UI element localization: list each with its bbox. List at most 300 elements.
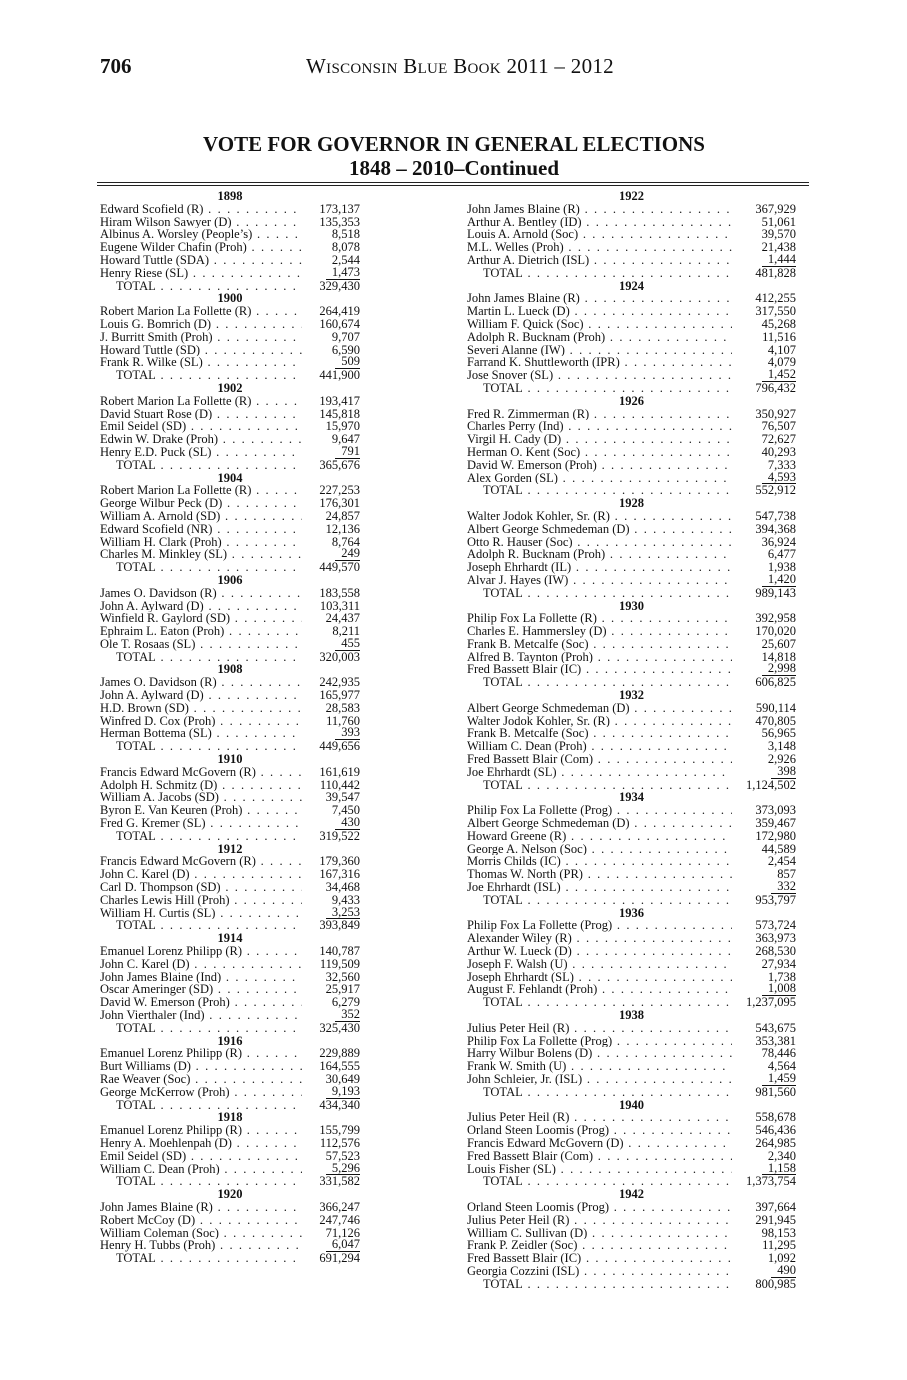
candidate-votes-value: 5,296	[326, 1162, 360, 1176]
candidate-row	[100, 958, 360, 971]
total-label: TOTAL . . .	[467, 1278, 732, 1291]
total-label: TOTAL . . .	[467, 382, 732, 395]
candidate-votes	[302, 637, 360, 651]
election-year-heading: 1916	[217, 1033, 243, 1048]
candidate-row	[467, 548, 796, 561]
candidate-name: Frank W. Smith (U) . . .	[467, 1060, 732, 1073]
candidate-votes	[732, 1162, 796, 1176]
candidate-row	[100, 868, 360, 881]
candidate-name: Adolph R. Bucknam (Proh) . . .	[467, 331, 732, 344]
candidate-votes-value: 39,570	[761, 227, 796, 242]
total-row	[100, 459, 360, 472]
candidate-votes-value: 12,136	[325, 521, 360, 536]
candidate-row	[100, 612, 360, 625]
candidate-name: Emanuel Lorenz Philipp (R) . . .	[100, 1047, 302, 1060]
candidate-row	[467, 318, 796, 331]
candidate-votes-value: 291,945	[755, 1212, 796, 1227]
candidate-votes-value: 543,675	[755, 1020, 796, 1035]
candidate-row	[100, 791, 360, 804]
candidate-name: Winfred D. Cox (Proh) . . .	[100, 715, 302, 728]
candidate-name: Albert George Schmedeman (D) . . .	[467, 702, 732, 715]
total-votes: 319,522	[319, 828, 360, 843]
candidate-row	[467, 945, 796, 958]
total-label: TOTAL . . .	[467, 587, 732, 600]
candidate-votes-value: 547,738	[755, 508, 796, 523]
total-votes: 1,124,502	[746, 777, 796, 792]
candidate-row	[467, 433, 796, 446]
candidate-votes	[732, 573, 796, 587]
candidate-votes-value: 45,268	[761, 316, 796, 331]
candidate-row	[467, 1111, 796, 1124]
candidate-votes-value: 2,926	[767, 752, 796, 767]
candidate-votes-value: 394,368	[755, 521, 796, 536]
total-votes: 1,237,095	[746, 995, 796, 1010]
candidate-name: Thomas W. North (PR) . . .	[467, 868, 732, 881]
total-row	[100, 1022, 360, 1035]
total-row	[467, 267, 796, 280]
election-year-heading: 1924	[619, 278, 644, 293]
candidate-votes	[732, 253, 796, 267]
candidate-name: William H. Clark (Proh) . . .	[100, 536, 302, 549]
total-label: TOTAL . . .	[467, 996, 732, 1009]
candidate-votes-value: 352	[335, 1008, 360, 1022]
total-votes: 606,825	[755, 675, 796, 690]
candidate-row	[100, 689, 360, 702]
candidate-votes-value: 2,998	[762, 662, 796, 676]
candidate-name: David W. Emerson (Proh) . . .	[100, 996, 302, 1009]
candidate-name: Robert Marion La Follette (R) . . .	[100, 305, 302, 318]
total-label: TOTAL . . .	[100, 1099, 302, 1112]
candidate-name: Louis G. Bomrich (D) . . .	[100, 318, 302, 331]
candidate-votes-value: 268,530	[755, 944, 796, 959]
candidate-votes-value: 546,436	[755, 1123, 796, 1138]
candidate-votes-value: 172,980	[755, 828, 796, 843]
candidate-name: Walter Jodok Kohler, Sr. (R) . . .	[467, 715, 732, 728]
candidate-votes-value: 392,958	[755, 611, 796, 626]
page-number: 706	[100, 54, 132, 78]
candidate-name: Frank R. Wilke (SL) . . .	[100, 356, 302, 369]
candidate-votes-value: 1,738	[767, 969, 796, 984]
candidate-votes-value: 11,295	[762, 1238, 796, 1253]
candidate-votes-value: 398	[771, 765, 796, 779]
candidate-name: Georgia Cozzini (ISL) . . .	[467, 1265, 732, 1278]
candidate-votes-value: 353,381	[755, 1033, 796, 1048]
candidate-name: Howard Greene (R) . . .	[467, 830, 732, 843]
candidate-name: Howard Tuttle (SD) . . .	[100, 344, 302, 357]
total-votes: 365,676	[319, 457, 360, 472]
candidate-name: Herman Bottema (SL) . . .	[100, 727, 302, 740]
candidate-name: John James Blaine (Ind) . . .	[100, 971, 302, 984]
candidate-votes-value: 119,509	[319, 956, 360, 971]
candidate-votes-value: 8,078	[331, 240, 360, 255]
total-label: TOTAL . . .	[100, 651, 302, 664]
candidate-votes-value: 110,442	[319, 777, 360, 792]
candidate-votes-value: 183,558	[319, 585, 360, 600]
candidate-row	[467, 932, 796, 945]
candidate-row	[100, 443, 360, 459]
table-title-line-2: 1848 – 2010–Continued	[348, 156, 560, 180]
candidate-row	[467, 1035, 796, 1048]
candidate-votes-value: 155,799	[319, 1123, 360, 1138]
candidate-votes-value: 242,935	[319, 675, 360, 690]
candidate-name: Joseph Ehrhardt (SL) . . .	[467, 971, 732, 984]
candidate-row	[467, 536, 796, 549]
candidate-votes	[732, 982, 796, 996]
candidate-row	[467, 715, 796, 728]
candidate-row	[467, 1201, 796, 1214]
candidate-name: Fred Bassett Blair (Com) . . .	[467, 1150, 732, 1163]
candidate-name: Arthur W. Lueck (D) . . .	[467, 945, 732, 958]
candidate-row	[467, 855, 796, 868]
candidate-name: Orland Steen Loomis (Prog) . . .	[467, 1201, 732, 1214]
total-votes: 325,430	[319, 1020, 360, 1035]
total-label: TOTAL . . .	[100, 919, 302, 932]
candidate-row	[467, 305, 796, 318]
candidate-name: Oscar Ameringer (SD) . . .	[100, 983, 302, 996]
candidate-name: Albert George Schmedeman (D) . . .	[467, 523, 732, 536]
total-label: TOTAL . . .	[467, 676, 732, 689]
candidate-row	[100, 510, 360, 523]
candidate-row	[467, 763, 796, 779]
candidate-name: Robert McCoy (D) . . .	[100, 1214, 302, 1227]
election-year-heading: 1918	[217, 1110, 243, 1125]
candidate-votes-value: 27,934	[761, 956, 796, 971]
candidate-votes-value: 8,518	[331, 227, 360, 242]
candidate-name: Orland Steen Loomis (Prog) . . .	[467, 1124, 732, 1137]
candidate-row	[467, 804, 796, 817]
candidate-row	[467, 1239, 796, 1252]
candidate-name: John A. Aylward (D) . . .	[100, 600, 302, 613]
candidate-row	[100, 264, 360, 280]
candidate-votes	[302, 1162, 360, 1176]
candidate-votes-value: 6,047	[326, 1238, 360, 1252]
candidate-votes	[302, 1238, 360, 1252]
candidate-name: Adolph R. Bucknam (Proh) . . .	[467, 548, 732, 561]
candidate-votes-value: 167,316	[319, 867, 360, 882]
candidate-name: John C. Karel (D) . . .	[100, 958, 302, 971]
right-column	[467, 190, 796, 1291]
candidate-name: John A. Aylward (D) . . .	[100, 689, 302, 702]
candidate-row	[467, 369, 796, 382]
candidate-name: John James Blaine (R) . . .	[467, 292, 732, 305]
election-year-heading: 1906	[217, 572, 243, 587]
candidate-row	[100, 331, 360, 344]
candidate-votes-value: 412,255	[755, 291, 796, 306]
page-header	[100, 54, 800, 84]
candidate-name: Fred G. Kremer (SL) . . .	[100, 817, 302, 830]
candidate-name: Byron E. Van Keuren (Proh) . . .	[100, 804, 302, 817]
candidate-name: Julius Peter Heil (R) . . .	[467, 1111, 732, 1124]
election-year-heading: 1908	[217, 662, 243, 677]
candidate-votes-value: 470,805	[755, 713, 796, 728]
candidate-name: Martin L. Lueck (D) . . .	[467, 305, 732, 318]
election-year-heading: 1900	[217, 291, 243, 306]
candidate-name: Joe Ehrhardt (ISL) . . .	[467, 881, 732, 894]
candidate-name: Joe Ehrhardt (SL) . . .	[467, 766, 732, 779]
candidate-votes-value: 8,211	[332, 624, 360, 639]
candidate-name: Henry Riese (SL) . . .	[100, 267, 302, 280]
candidate-name: George A. Nelson (Soc) . . .	[467, 843, 732, 856]
total-label: TOTAL . . .	[100, 1175, 302, 1188]
candidate-votes-value: 11,516	[762, 329, 796, 344]
candidate-row	[100, 779, 360, 792]
candidate-votes-value: 25,607	[761, 636, 796, 651]
candidate-votes-value: 24,437	[325, 611, 360, 626]
candidate-row	[467, 612, 796, 625]
candidate-name: Alvar J. Hayes (IW) . . .	[467, 574, 732, 587]
candidate-row	[467, 292, 796, 305]
candidate-votes-value: 98,153	[761, 1225, 796, 1240]
candidate-votes-value: 6,279	[331, 995, 360, 1010]
candidate-votes-value: 160,674	[319, 316, 360, 331]
total-row	[100, 561, 360, 574]
total-votes: 449,656	[319, 739, 360, 754]
candidate-name: Robert Marion La Follette (R) . . .	[100, 395, 302, 408]
candidate-row	[467, 1262, 796, 1278]
candidate-row	[467, 740, 796, 753]
candidate-row	[100, 600, 360, 613]
candidate-name: John James Blaine (R) . . .	[467, 203, 732, 216]
candidate-name: Philip Fox La Follette (Prog) . . .	[467, 1035, 732, 1048]
candidate-votes-value: 7,333	[767, 457, 796, 472]
total-label: TOTAL . . .	[467, 267, 732, 280]
total-row	[100, 1252, 360, 1265]
candidate-name: Alfred B. Taynton (Proh) . . .	[467, 651, 732, 664]
candidate-votes-value: 1,473	[326, 266, 360, 280]
title-double-rule	[97, 182, 809, 186]
total-row	[467, 587, 796, 600]
candidate-votes-value: 1,444	[762, 253, 796, 267]
candidate-row	[467, 446, 796, 459]
candidate-votes-value: 78,446	[761, 1046, 796, 1061]
candidate-row	[467, 408, 796, 421]
candidate-votes-value: 135,353	[319, 214, 360, 229]
candidate-votes-value: 1,008	[762, 982, 796, 996]
candidate-votes	[302, 266, 360, 280]
total-label: TOTAL . . .	[467, 894, 732, 907]
election-year-heading: 1936	[619, 905, 644, 920]
candidate-row	[100, 1214, 360, 1227]
candidate-row	[100, 523, 360, 536]
election-year-heading: 1938	[619, 1008, 644, 1022]
candidate-votes-value: 229,889	[319, 1046, 360, 1061]
candidate-row	[467, 331, 796, 344]
candidate-name: Albert George Schmedeman (D) . . .	[467, 817, 732, 830]
candidate-row	[467, 919, 796, 932]
candidate-votes-value: 165,977	[319, 688, 360, 703]
candidate-votes-value: 21,438	[761, 240, 796, 255]
candidate-votes-value: 24,857	[325, 508, 360, 523]
table-title	[100, 132, 808, 180]
candidate-row	[467, 817, 796, 830]
candidate-name: Alexander Wiley (R) . . .	[467, 932, 732, 945]
candidate-name: J. Burritt Smith (Proh) . . .	[100, 331, 302, 344]
total-label: TOTAL . . .	[100, 369, 302, 382]
candidate-name: Robert Marion La Follette (R) . . .	[100, 484, 302, 497]
candidate-votes-value: 573,724	[755, 918, 796, 933]
candidate-name: Albinus A. Worsley (People’s) . . .	[100, 228, 302, 241]
candidate-name: Henry E.D. Puck (SL) . . .	[100, 446, 302, 459]
candidate-name: Arthur A. Dietrich (ISL) . . .	[467, 254, 732, 267]
candidate-name: Fred Bassett Blair (IC) . . .	[467, 1252, 732, 1265]
candidate-votes-value: 76,507	[761, 419, 796, 434]
candidate-name: Frank P. Zeidler (Soc) . . .	[467, 1239, 732, 1252]
candidate-row	[100, 420, 360, 433]
candidate-row	[467, 1070, 796, 1086]
candidate-name: William A. Jacobs (SD) . . .	[100, 791, 302, 804]
candidate-votes-value: 193,417	[319, 393, 360, 408]
election-year-heading: 1910	[217, 752, 243, 767]
candidate-name: Philip Fox La Follette (R) . . .	[467, 612, 732, 625]
candidate-row	[467, 830, 796, 843]
total-label: TOTAL . . .	[100, 1022, 302, 1035]
candidate-row	[100, 1009, 360, 1022]
candidate-votes	[732, 662, 796, 676]
candidate-votes-value: 4,593	[762, 471, 796, 485]
candidate-row	[100, 1083, 360, 1099]
candidate-row	[467, 420, 796, 433]
candidate-row	[467, 702, 796, 715]
election-year-heading: 1930	[619, 598, 644, 613]
total-label: TOTAL . . .	[100, 280, 302, 293]
candidate-name: Harry Wilbur Bolens (D) . . .	[467, 1047, 732, 1060]
candidate-votes-value: 3,253	[326, 906, 360, 920]
election-year-heading: 1940	[619, 1097, 644, 1112]
candidate-votes-value: 1,459	[762, 1072, 796, 1086]
total-votes: 552,912	[755, 483, 796, 498]
candidate-votes-value: 558,678	[755, 1110, 796, 1125]
total-row	[467, 382, 796, 395]
candidate-name: William Coleman (Soc) . . .	[100, 1227, 302, 1240]
candidate-votes-value: 1,452	[762, 368, 796, 382]
total-votes: 393,849	[319, 918, 360, 933]
candidate-votes-value: 9,707	[331, 329, 360, 344]
candidate-votes-value: 7,450	[331, 803, 360, 818]
candidate-votes-value: 30,649	[325, 1071, 360, 1086]
candidate-row	[100, 817, 360, 830]
candidate-votes-value: 14,818	[761, 649, 796, 664]
candidate-row	[467, 1124, 796, 1137]
candidate-name: August F. Fehlandt (Proh) . . .	[467, 983, 732, 996]
candidate-row	[100, 318, 360, 331]
candidate-row	[100, 408, 360, 421]
candidate-votes-value: 9,193	[326, 1085, 360, 1099]
candidate-votes-value: 72,627	[761, 432, 796, 447]
candidate-votes-value: 264,985	[755, 1135, 796, 1150]
candidate-votes	[302, 445, 360, 459]
candidate-name: William F. Quick (Soc) . . .	[467, 318, 732, 331]
candidate-row	[467, 510, 796, 523]
candidate-votes-value: 9,647	[331, 432, 360, 447]
candidate-votes-value: 247,746	[319, 1212, 360, 1227]
candidate-name: Frank B. Metcalfe (Soc) . . .	[467, 727, 732, 740]
candidate-votes-value: 4,079	[767, 355, 796, 370]
candidate-name: William C. Sullivan (D) . . .	[467, 1227, 732, 1240]
candidate-name: Francis Edward McGovern (R) . . .	[100, 766, 302, 779]
candidate-name: Adolph H. Schmitz (D) . . .	[100, 779, 302, 792]
candidate-row	[100, 241, 360, 254]
candidate-votes-value: 15,970	[325, 419, 360, 434]
candidate-name: Alex Gorden (SL) . . .	[467, 472, 732, 485]
candidate-votes-value: 56,965	[761, 726, 796, 741]
total-votes: 800,985	[755, 1276, 796, 1291]
total-votes: 320,003	[319, 649, 360, 664]
candidate-row	[467, 1214, 796, 1227]
candidate-row	[467, 638, 796, 651]
candidate-name: Francis Edward McGovern (R) . . .	[100, 855, 302, 868]
election-year-heading: 1902	[217, 380, 243, 395]
candidate-votes	[302, 355, 360, 369]
candidate-row	[467, 1022, 796, 1035]
candidate-name: Joseph F. Walsh (U) . . .	[467, 958, 732, 971]
total-votes: 449,570	[319, 560, 360, 575]
candidate-name: Emil Seidel (SD) . . .	[100, 420, 302, 433]
candidate-votes-value: 791	[335, 445, 360, 459]
candidate-name: Edwin W. Drake (Proh) . . .	[100, 433, 302, 446]
candidate-name: Emil Seidel (SD) . . .	[100, 1150, 302, 1163]
candidate-name: Edward Scofield (NR) . . .	[100, 523, 302, 536]
candidate-votes-value: 430	[335, 816, 360, 830]
total-label: TOTAL . . .	[467, 779, 732, 792]
candidate-votes	[302, 1085, 360, 1099]
candidate-votes-value: 28,583	[325, 700, 360, 715]
candidate-name: M.L. Welles (Proh) . . .	[467, 241, 732, 254]
candidate-votes-value: 590,114	[755, 700, 796, 715]
candidate-votes-value: 359,467	[755, 816, 796, 831]
candidate-votes-value: 25,917	[325, 982, 360, 997]
election-year-heading: 1914	[217, 931, 243, 946]
candidate-votes-value: 4,107	[767, 342, 796, 357]
total-row	[100, 830, 360, 843]
candidate-row	[467, 523, 796, 536]
candidate-name: Charles Lewis Hill (Proh) . . .	[100, 894, 302, 907]
left-column	[100, 190, 360, 1265]
candidate-name: Hiram Wilson Sawyer (D) . . .	[100, 216, 302, 229]
candidate-votes-value: 11,760	[326, 713, 360, 728]
candidate-name: Fred R. Zimmerman (R) . . .	[467, 408, 732, 421]
candidate-votes-value: 857	[777, 867, 796, 882]
candidate-votes-value: 176,301	[319, 496, 360, 511]
total-votes: 481,828	[755, 265, 796, 280]
candidate-name: James O. Davidson (R) . . .	[100, 676, 302, 689]
candidate-votes	[302, 906, 360, 920]
candidate-name: Philip Fox La Follette (Prog) . . .	[467, 919, 732, 932]
candidate-name: Winfield R. Gaylord (SD) . . .	[100, 612, 302, 625]
candidate-votes-value: 44,589	[761, 841, 796, 856]
election-year-heading: 1934	[619, 790, 644, 805]
candidate-votes	[732, 1072, 796, 1086]
total-votes: 691,294	[319, 1251, 360, 1266]
candidate-votes-value: 397,664	[755, 1199, 796, 1214]
candidate-row	[100, 1060, 360, 1073]
election-year-heading: 1926	[619, 393, 644, 408]
total-votes: 1,373,754	[746, 1174, 796, 1189]
candidate-name: Henry A. Moehlenpah (D) . . .	[100, 1137, 302, 1150]
candidate-votes-value: 179,360	[319, 854, 360, 869]
candidate-votes-value: 2,544	[331, 252, 360, 267]
total-label: TOTAL . . .	[100, 830, 302, 843]
candidate-row	[467, 843, 796, 856]
candidate-row	[100, 497, 360, 510]
candidate-name: H.D. Brown (SD) . . .	[100, 702, 302, 715]
candidate-name: Frank B. Metcalfe (Soc) . . .	[467, 638, 732, 651]
candidate-votes-value: 6,590	[331, 342, 360, 357]
candidate-name: David W. Emerson (Proh) . . .	[467, 459, 732, 472]
candidate-votes-value: 227,253	[319, 483, 360, 498]
candidate-votes-value: 9,433	[331, 892, 360, 907]
candidate-name: Fred Bassett Blair (Com) . . .	[467, 753, 732, 766]
candidate-name: Rae Weaver (Soc) . . .	[100, 1073, 302, 1086]
